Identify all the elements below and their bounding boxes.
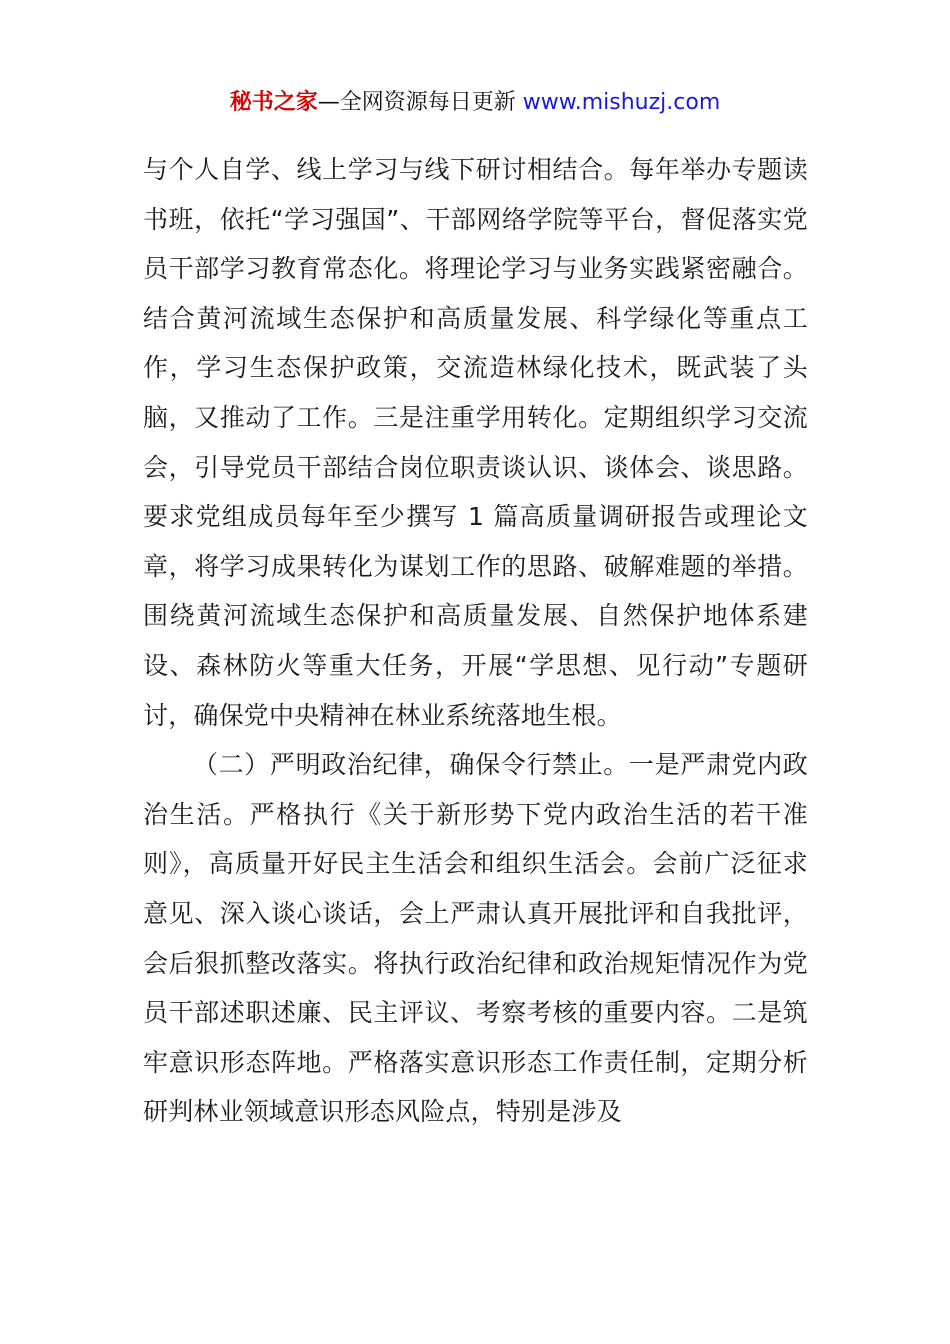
paragraph-section-two: （二）严明政治纪律，确保令行禁止。一是严肃党内政治生活。严格执行《关于新形势下党内政治生活的若干准则》，高质量开好民主生活会和组织生活会。会前广泛征求意见、深入谈心谈话，会上严肃认真开展批评和自我批评，会后狠抓整改落实。将执行政治纪律和政治规矩情况作为党员干部述职述廉、民主评议、考察考核的重要内容。二是筑牢意识形态阵地。严格落实意识形态工作责任制，定期分析研判林业领域意识形态风险点，特别是涉及 <box>143 750 808 1127</box>
site-url-link[interactable]: www.mishuzj.com <box>522 90 721 115</box>
header-tagline: —全网资源每日更新 <box>317 90 523 115</box>
document-body <box>143 145 808 1137</box>
brand-name: 秘书之家 <box>229 90 318 115</box>
paragraph-continued: 与个人自学、线上学习与线下研讨相结合。每年举办专题读书班，依托“学习强国”、干部网络学院等平台，督促落实党员干部学习教育常态化。将理论学习与业务实践紧密融合。结合黄河流域生态保护和高质量发展、科学绿化等重点工作，学习生态保护政策，交流造林绿化技术，既武装了头脑，又推动了工作。三是注重学用转化。定期组织学习交流会，引导党员干部结合岗位职责谈认识、谈体会、谈思路。要求党组成员每年至少撰写 1 篇高质量调研报告或理论文章，将学习成果转化为谋划工作的思路、破解难题的举措。围绕黄河流域生态保护和高质量发展、自然保护地体系建设、森林防火等重大任务，开展“学思想、见行动”专题研讨，确保党中央精神在林业系统落地生根。 <box>143 155 808 730</box>
page-header <box>0 86 950 120</box>
